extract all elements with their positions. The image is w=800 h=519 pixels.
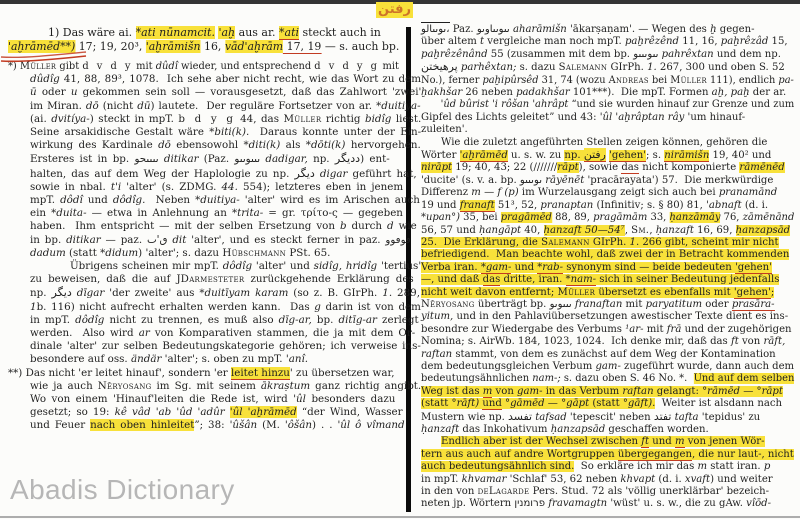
- text-line: Differenz m — f (p) im Wurzelausgang zeigt sich auch bei pranamānd: [421, 187, 778, 199]
- text-line: Nēryosang überträgt bp. ٮٮٮوٮو franaftan mit paryatitum oder prasāra-: [421, 298, 775, 310]
- text-line: np. ديگر dīgar 'der zweite' aus *duitīyam karam (so z. B. GIrPh. 1. 289,: [30, 286, 420, 300]
- text-line: ū oder u gekommen sein soll — vorausgesetzt, daß das Zahlwort 'zwei': [30, 86, 422, 99]
- text-line: Nomina; s. AirWb. 184, 1023, 1024. Ich denke mir, daß das ft von rāft,: [421, 336, 786, 348]
- text-line: in bp. ditikar — paz. ٯ'ٮ dit 'alter', und es steckt ferner in paz. ٯوٯوو: [30, 233, 411, 246]
- text-line: bedeutungsähnlichen nam-; s. dazu oben S. 46 No. *. Und auf dem selben: [421, 373, 795, 385]
- text-line: Endlich aber ist der Wechsel zwischen ft und m von jenen Wör-: [441, 436, 765, 448]
- text-line: halten, das auf dem Weg der Haplologie zu np. ديگر digar geführt hat,: [30, 166, 417, 180]
- text-line: ٮوٮٮالو، Paz. ٮٮوٮٮاوٮو aharāmišn 'ākarṣaṇam'. — Wegen des ḫ gegen-: [421, 24, 755, 35]
- text-line: mpT. dôdî und dôdîg. Neben *duitiya- 'alter' wird es im Arischen auch: [30, 194, 420, 207]
- text-line: پرهيختن parhêxtan; s. dazu Salemann GIrPh. 1. 267, 300 und oben S. 52: [421, 60, 785, 74]
- text-line: paḫrêzênând 55 (zusammen mit dem bp. ٮٮوٮٮٮو pahrêxtan und dem np.: [421, 48, 781, 60]
- text-line: (ai. dvitíya-) steckt in mpT. b d y g 44, das Müller richtig bidîg liest.: [30, 112, 422, 125]
- text-line: (statt °rāft) und °gāmēd — °gāpt (statt °gāft). Weiter ist alsdann nach: [421, 398, 783, 410]
- right-column: [421, 24, 794, 511]
- watermark-text: Abadis Dictionary: [10, 474, 235, 505]
- text-line: 19 und franaft 51³, 52, pranaptan (Infinitiv; s. § 80) 81, 'abnaft (d. i.: [421, 199, 769, 211]
- footnote-1: [8, 60, 422, 367]
- text-line: zuleiten'.: [421, 124, 468, 136]
- text-line: —, und daß das dritte, iran. *nam- sich in seiner Bedeutung jedenfalls: [421, 274, 780, 286]
- text-line: nirāpt 19; 40, 43; 22 (///////rāpt), sowie das nicht komponierte rāmēnēd: [421, 162, 785, 174]
- text-line: dinale 'alter' zur selben Bedeutungskategorie gehören; ich verweise ins-: [30, 340, 421, 353]
- text-line: 'aḫrāmēd**) 17; 19, 20³, 'aḫrāmišn 16, vād'aḫrām 17, 19 — s. auch bp.: [8, 40, 400, 53]
- text-line: befriedigend. Man beachte wohl, daß zwei der in Betracht kommenden: [421, 249, 790, 261]
- text-line: werden. Also wird ar von Komparativen stammen, die ja mit dem Or-: [30, 327, 416, 340]
- text-line: sowie in nbal. t'i 'alter' (s. ZDMG. 44. 554); letzteres eben in jenem: [30, 180, 404, 193]
- text-line: Wie die zuletzt angeführten Stellen zeigen können, gehören die: [441, 136, 768, 148]
- text-line: Wörter 'aḫrāmēd u. s. w. zu np. رفتن 'gehen'; s. nirāmišn 19, 40² und: [421, 148, 772, 162]
- left-column: [8, 26, 422, 433]
- text-line: No.), ferner paḫipûrsêd 31, 74 (wozu Andreas bei Müller 111), endlich pa-: [421, 74, 794, 86]
- text-line: über altem t vergleiche man noch mpT. paḫrêzênd 11, 16, paḫrêzâd 15,: [421, 36, 788, 48]
- text-line: neten jp. Wörtern פרומנין fravamagtn 'wüst' u. s. w., die zu gAw. vîōd-: [421, 498, 772, 510]
- text-line: und Feuer nach oben hinleitet”; 38: 'ûšân (M. 'ôšân) . . 'ûl ô vîmand: [30, 419, 405, 432]
- text-line: in mpT. dôdîg nicht zu trennen, es muß also dīg-ar, bp. ditīg-ar zerlegt: [30, 313, 419, 326]
- text-line: dûdîg 41, 88, 89³, 1078. Ich sehe aber nicht recht, wie das Wort zu dem: [30, 73, 421, 86]
- text-line: ḥanzaft das Inkohativum ḥanzapsād geschaffen worden.: [421, 424, 709, 435]
- text-line: 'ducite' (s. v. a. bp. ٮوٮٮٮو rāyēnēt 'pracārayata') 57. Die merkwürdige: [421, 174, 774, 186]
- text-line: Verba iran. *gam- und *rab- synonym sind — beide bedeuten 'gehen': [421, 261, 772, 273]
- entry-main-paragraph: [8, 26, 399, 54]
- text-line: gesetzt; so 19: kê vâd 'ab 'ûd 'adûr 'ûl 'aḫrāmēd “der Wind, Wasser: [30, 406, 403, 419]
- text-line: 1b. 116) nicht aufrecht erhalten werden kann. Das g darin ist von dem: [30, 300, 421, 313]
- scan-bottom-edge: [0, 516, 800, 518]
- text-line: Seine arsakidische Gestalt wäre *biti(k). Daraus konnte unter der Ein-: [30, 126, 422, 139]
- persian-headword: رفتن: [378, 2, 412, 17]
- text-line: yitum, und in den Pahlaviübersetzungen awestischer Texte dient es ins-: [421, 311, 789, 323]
- text-line: in den von deLagarde Pers. Stud. 72 als 'völlig unerklärbar' bezeich-: [421, 486, 770, 498]
- text-line: Ersteres ist in bp. ٮٮٮٮحو ditikar (Paz. ٮٮٮوٮىو dadigar, np. دديگر) ent-: [30, 152, 390, 166]
- text-line: wirkung des Kardinale dō ebensowohl *diti(k) als *dōti(k) hervorgehen.: [30, 139, 421, 152]
- text-line: besondre zur Wiedergabe des Verbums ¹ar- mit frā und der zugehörigen: [421, 323, 792, 335]
- text-line: Mustern wie np. تفسد tafsad 'tepescit' neben تفتد tafta 'tepidus' zu: [421, 409, 761, 423]
- text-line: dadum (statt *didum) 'alter'; s. dazu Hübschmann PSt. 65.: [30, 246, 331, 259]
- text-line: tern aus auch auf andre Wortgruppen übergegangen, die nur laut-, nicht: [421, 448, 794, 460]
- text-line: im Miran. dō (nicht dū) lautete. Der reguläre Fortsetzer von ar. *duitiya-: [30, 99, 421, 112]
- text-line: Gipfel des Lichts geleitet” und 43: 'ûl 'aḫrâptan rây 'um hinauf-: [421, 111, 746, 123]
- text-line: *) Müller gibt d v d y mit dûdî wieder, und entsprechend d v d y g mit: [8, 60, 399, 72]
- footnote-2: [8, 366, 422, 433]
- text-line: **) Das nicht 'er leitet hinauf', sondern 'er leitet hinzu' zu übersetzen war,: [8, 366, 395, 379]
- text-line: ein *duita- — etwa in Anlehnung an *trita- = gr. τρίτο-ς — gegeben: [30, 207, 403, 220]
- text-line: in mpT. khvamar 'Schlaf' 53, 62 neben khvapt (d. i. xvaft) und weiter: [421, 473, 773, 485]
- text-line: 25. Die Erklärung, die Salemann GIrPh. 1. 266 gibt, scheint mir nicht: [421, 236, 779, 248]
- text-line: ḫakhšar 26 neben padakhšar 101***). Die mpT. Formen aḫ, paḫ der ar.: [421, 87, 787, 99]
- text-line: 1) Das wäre ai. *ati nūnamcit. 'aḫ aus ar. *ati steckt auch in: [48, 26, 381, 39]
- text-line: *upan°) 35, bei pragāmēd 88, 89, pragāmām 33, ḥanzāmāy 76, zāmēnānd: [421, 212, 795, 224]
- text-line: besondere auf oss. ändär 'alter'; s. oben zu mpT. 'anî.: [30, 353, 309, 366]
- text-line: wie ja auch Nēryosang im Sg. mit seinem ākraṣtum ganz richtig angibt.: [30, 379, 422, 392]
- text-line: haben. Ihm entspricht — mit der selben Ersetzung von b durch d wie: [30, 220, 417, 233]
- text-line: raftan stammt, von dem es zunächst auf dem Weg der Kontamination: [421, 348, 776, 360]
- text-line: auch bedeutungsähnlich sind. So erkläre ich mir das m statt iran. p: [421, 461, 771, 473]
- text-line: Weg ist das m von gam- in das Verbum raftan gelangt: °rāmēd — °rāpt: [421, 385, 783, 397]
- text-line: Übrigens scheinen mir mpT. dôdîg 'alter' und sidîg, hridîg 'tertius': [70, 260, 422, 273]
- text-line: dem bedeutungsgleichen Verbum gam- zugeführt wurde, dann auch dem: [421, 360, 795, 372]
- text-line: 'ûd bûrist 'i rôšan 'ahrâpt “und sie wurden hinauf zur Grenze und zum: [440, 99, 795, 111]
- text-line: nicht weit davon entfernt; Müller übersetzt es ebenfalls mit 'gehen';: [421, 286, 775, 298]
- text-line: Wo von einem 'Hinauf'leiten die Rede ist, wird 'ûl besonders dazu: [30, 393, 396, 406]
- text-line: 56, 57 und ḥangāpt 40, ḥanzaft 50—54⁷, Sm., ḥanzaft 16, 69, ḥanzapsād: [421, 224, 791, 236]
- text-line: zu beweisen, daß die auf JDarmesteter zurückgehende Erklärung des: [30, 273, 414, 286]
